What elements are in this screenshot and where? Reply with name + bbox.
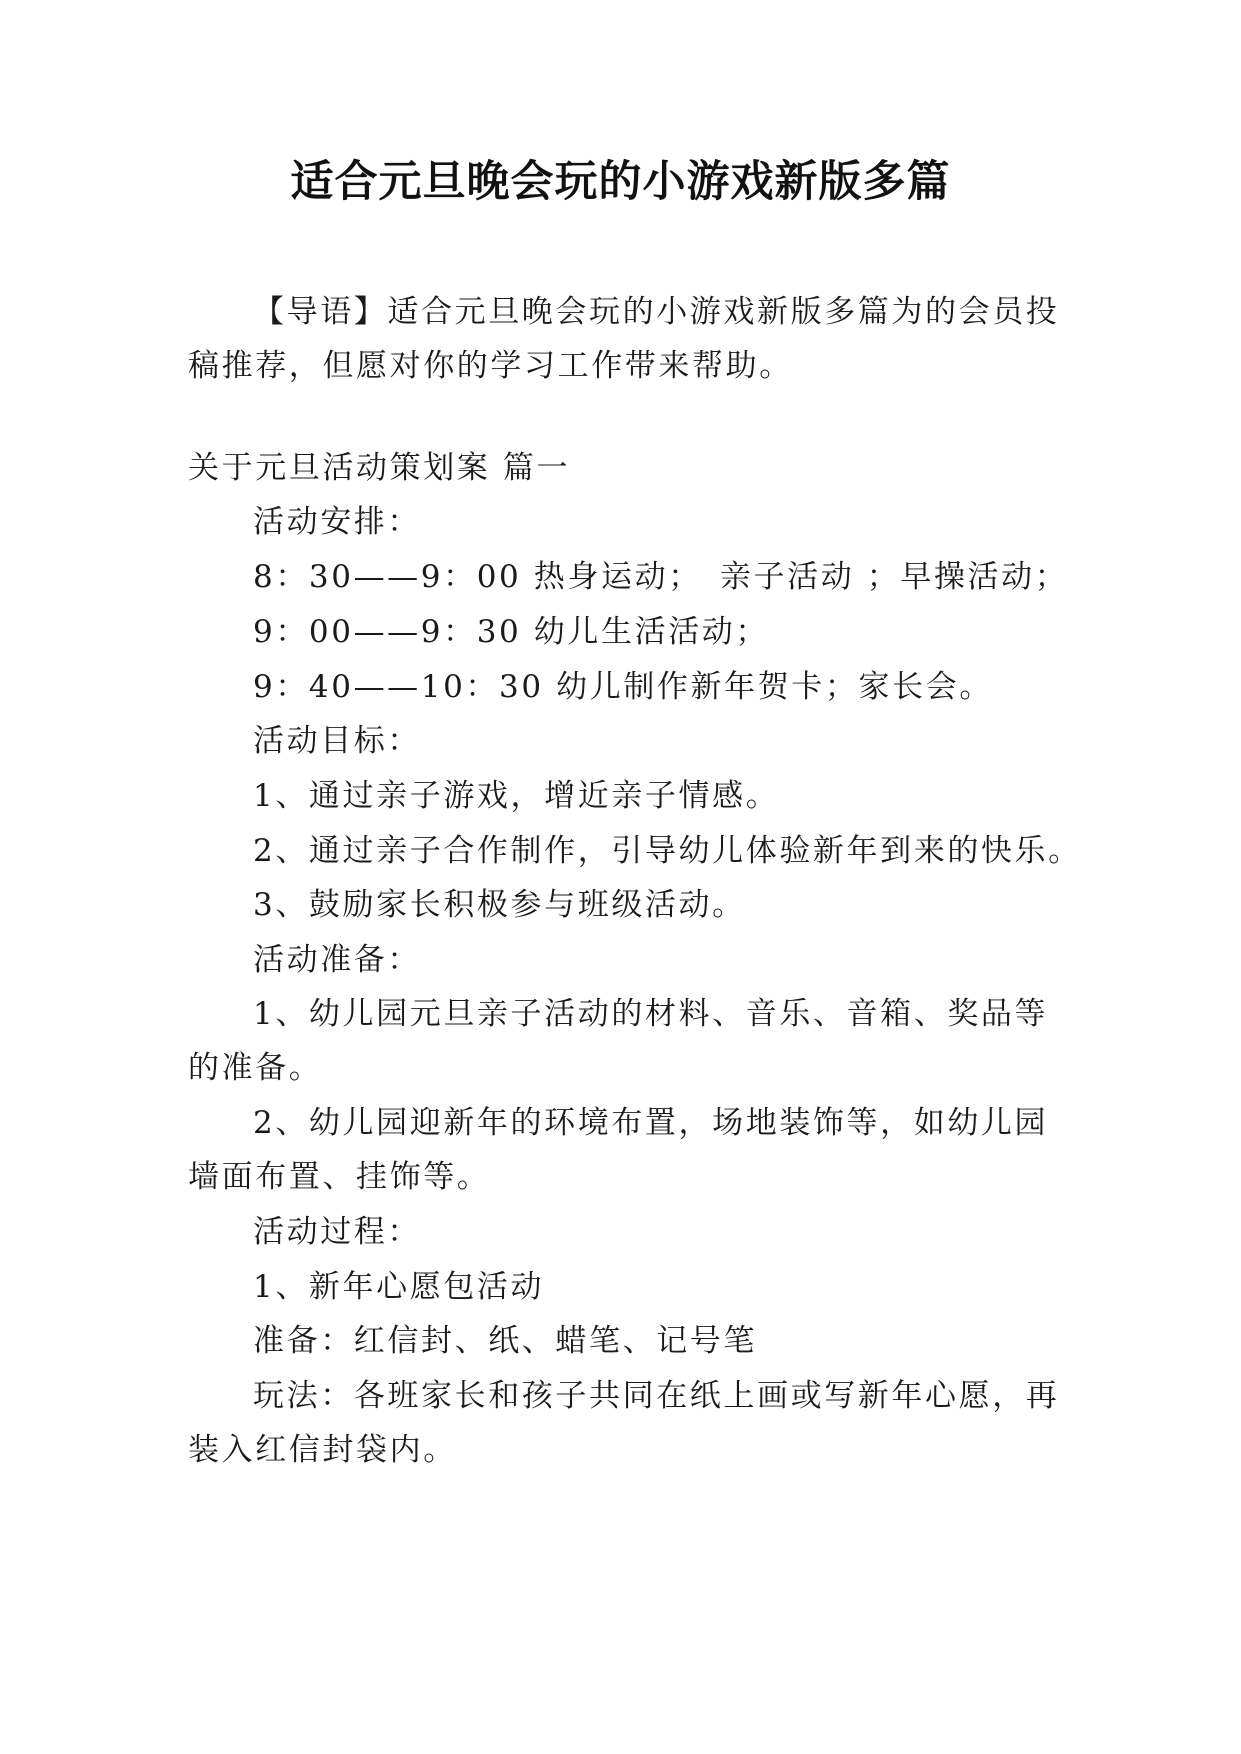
arrangement-label: 活动安排： xyxy=(253,504,421,540)
prep-item-1-line-1: 1、幼儿园元旦亲子活动的材料、音乐、音箱、奖品等 xyxy=(253,996,1049,1032)
document-title: 适合元旦晚会玩的小游戏新版多篇 xyxy=(290,157,951,207)
process-item-play-line-2: 装入红信封袋内。 xyxy=(188,1432,457,1468)
goal-item: 3、鼓励家长积极参与班级活动。 xyxy=(253,887,746,923)
section-heading: 关于元旦活动策划案 篇一 xyxy=(188,450,571,486)
prep-item-1-line-2: 的准备。 xyxy=(188,1050,323,1086)
prep-item-2-line-1: 2、幼儿园迎新年的环境布置，场地装饰等，如幼儿园 xyxy=(253,1105,1049,1141)
process-label: 活动过程： xyxy=(253,1214,421,1250)
goal-item: 1、通过亲子游戏，增近亲子情感。 xyxy=(253,778,780,814)
process-item-prep: 准备：红信封、纸、蜡笔、记号笔 xyxy=(253,1323,757,1359)
schedule-item: 9：00——9：30 幼儿生活活动； xyxy=(253,614,769,650)
goals-label: 活动目标： xyxy=(253,723,421,759)
prep-item-2-line-2: 墙面布置、挂饰等。 xyxy=(188,1159,491,1195)
schedule-item: 8：30——9：00 热身运动； 亲子活动 ；早操活动； xyxy=(253,559,1069,595)
schedule-item: 9：40——10：30 幼儿制作新年贺卡；家长会。 xyxy=(253,669,993,705)
prep-label: 活动准备： xyxy=(253,942,421,978)
process-item-play-line-1: 玩法：各班家长和孩子共同在纸上画或写新年心愿，再 xyxy=(253,1378,1060,1414)
intro-line-2: 稿推荐，但愿对你的学习工作带来帮助。 xyxy=(188,348,793,384)
process-item-title: 1、新年心愿包活动 xyxy=(253,1269,545,1305)
intro-line-1: 【导语】适合元旦晚会玩的小游戏新版多篇为的会员投 xyxy=(253,294,1060,330)
goal-item: 2、通过亲子合作制作，引导幼儿体验新年到来的快乐。 xyxy=(253,833,1082,869)
